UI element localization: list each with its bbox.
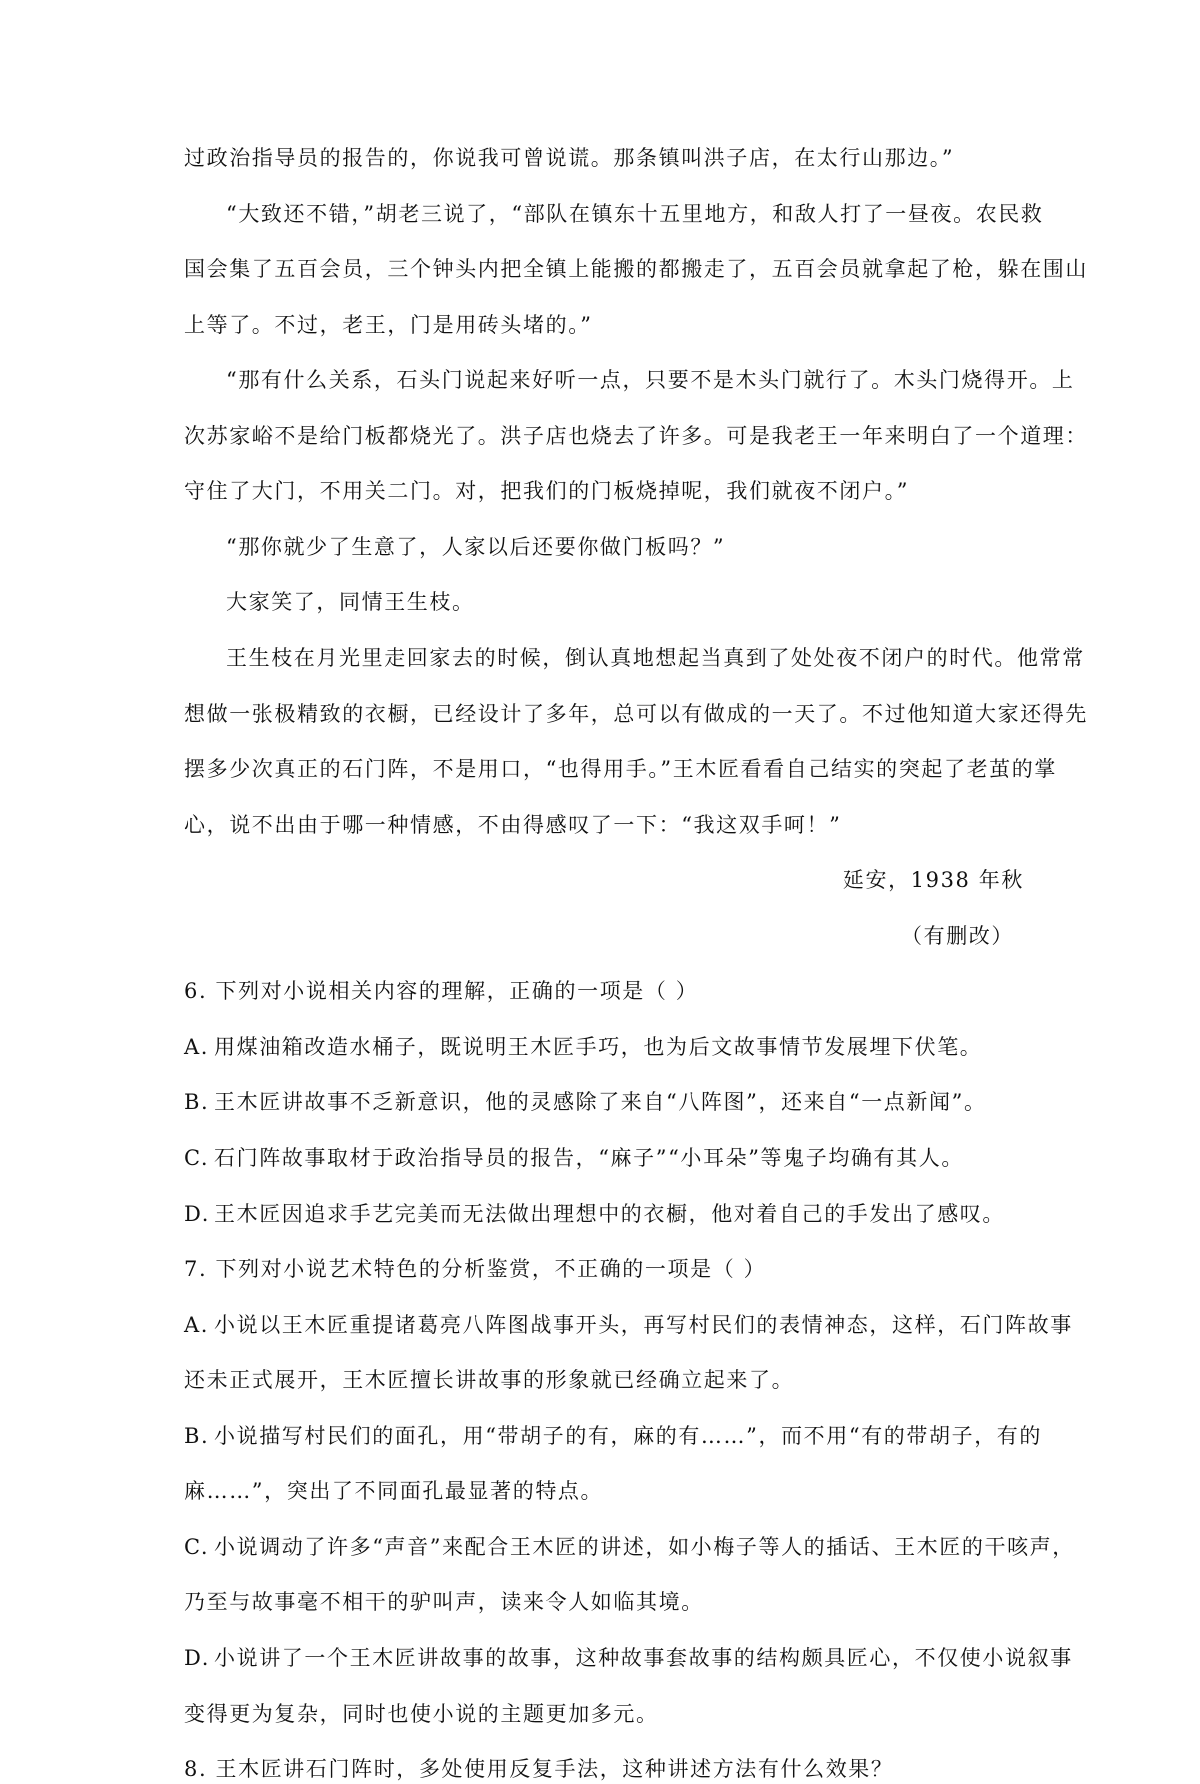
question-6-stem: 6. 下列对小说相关内容的理解，正确的一项是（ ） [184, 979, 699, 1003]
option-text: 小说调动了许多“声音”来配合王木匠的讲述，如小梅子等人的插话、王木匠的干咳声， [214, 1535, 1075, 1559]
option-continuation: 乃至与故事毫不相干的驴叫声，读来令人如临其境。 [184, 1590, 704, 1614]
option-text: 王木匠因追求手艺完美而无法做出理想中的衣橱，他对着自己的手发出了感叹。 [214, 1202, 1005, 1226]
question-8-stem: 8. 王木匠讲石门阵时，多处使用反复手法，这种讲述方法有什么效果？ [184, 1757, 894, 1781]
question-7-option-a [184, 1310, 1073, 1340]
passage-line: 上等了。不过，老王，门是用砖头堵的。” [184, 313, 593, 337]
passage-line: 国会集了五百会员，三个钟头内把全镇上能搬的都搬走了，五百会员就拿起了枪，躲在围山 [184, 257, 1088, 281]
passage-line: 心，说不出由于哪一种情感，不由得感叹了一下：“我这双手呵！” [184, 813, 842, 837]
question-7-option-c [184, 1532, 1075, 1562]
passage-line: “那你就少了生意了，人家以后还要你做门板吗？” [226, 535, 726, 559]
passage-line: “那有什么关系，石头门说起来好听一点，只要不是木头门就行了。木头门烧得开。上 [226, 368, 1075, 392]
question-7-option-d [184, 1643, 1073, 1673]
question-7-stem: 7. 下列对小说艺术特色的分析鉴赏，不正确的一项是（ ） [184, 1257, 767, 1281]
option-text: 用煤油箱改造水桶子，既说明王木匠手巧，也为后文故事情节发展埋下伏笔。 [214, 1035, 983, 1059]
option-label: B. [184, 1090, 210, 1114]
option-continuation: 还未正式展开，王木匠擅长讲故事的形象就已经确立起来了。 [184, 1368, 795, 1392]
question-6-option-b [184, 1087, 987, 1117]
question-6-option-c [184, 1143, 964, 1173]
question-7-option-b [184, 1421, 1042, 1451]
option-text: 王木匠讲故事不乏新意识，他的灵感除了来自“八阵图”，还来自“一点新闻”。 [214, 1090, 987, 1114]
passage-line: 大家笑了，同情王生枝。 [226, 590, 475, 614]
question-6-option-a [184, 1032, 982, 1062]
option-text: 小说以王木匠重提诸葛亮八阵图战事开头，再写村民们的表情神态，这样，石门阵故事 [214, 1313, 1073, 1337]
option-label: D. [184, 1646, 210, 1670]
option-continuation: 变得更为复杂，同时也使小说的主题更加多元。 [184, 1702, 659, 1726]
option-label: B. [184, 1424, 210, 1448]
option-label: D. [184, 1202, 210, 1226]
option-text: 小说描写村民们的面孔，用“带胡子的有，麻的有……”，而不用“有的带胡子，有的 [214, 1424, 1043, 1448]
passage-line: 想做一张极精致的衣橱，已经设计了多年，总可以有做成的一天了。不过他知道大家还得先 [184, 702, 1088, 726]
passage-line: 次苏家峪不是给门板都烧光了。洪子店也烧去了许多。可是我老王一年来明白了一个道理： [184, 424, 1088, 448]
question-6-option-d [184, 1199, 1005, 1229]
option-text: 石门阵故事取材于政治指导员的报告，“麻子”“小耳朵”等鬼子均确有其人。 [214, 1146, 964, 1170]
option-continuation: 麻……”，突出了不同面孔最显著的特点。 [184, 1479, 604, 1503]
option-text: 小说讲了一个王木匠讲故事的故事，这种故事套故事的结构颇具匠心，不仅使小说叙事 [214, 1646, 1073, 1670]
passage-line: “大致还不错，”胡老三说了，“部队在镇东十五里地方，和敌人打了一昼夜。农民救 [226, 202, 1044, 226]
option-label: C. [184, 1146, 210, 1170]
option-label: C. [184, 1535, 210, 1559]
option-label: A. [184, 1035, 210, 1059]
option-label: A. [184, 1313, 210, 1337]
passage-line: 王生枝在月光里走回家去的时候，倒认真地想起当真到了处处夜不闭户的时代。他常常 [226, 646, 1085, 670]
passage-line: 摆多少次真正的石门阵，不是用口，“也得用手。”王木匠看看自己结实的突起了老茧的掌 [184, 757, 1057, 781]
place-date: 延安，1938 年秋 [842, 868, 1024, 892]
edit-note: （有删改） [901, 924, 1014, 948]
passage-line: 守住了大门，不用关二门。对，把我们的门板烧掉呢，我们就夜不闭户。” [184, 479, 910, 503]
passage-line: 过政治指导员的报告的，你说我可曾说谎。那条镇叫洪子店，在太行山那边。” [184, 146, 955, 170]
